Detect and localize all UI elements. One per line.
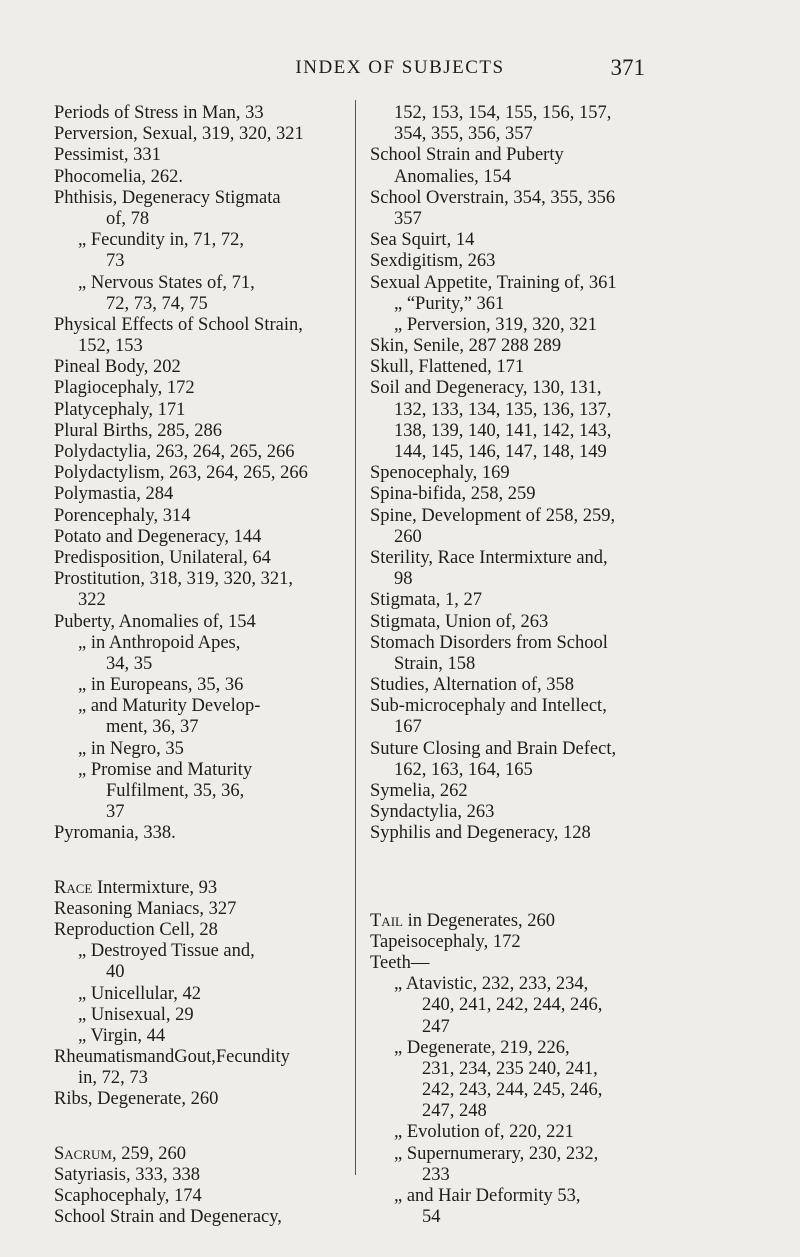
index-entry xyxy=(54,1005,354,1026)
section-lead-word: Race xyxy=(54,877,93,898)
index-entry-text: 167 xyxy=(394,717,422,738)
index-entry xyxy=(370,932,742,953)
index-entry xyxy=(370,378,742,399)
index-entry-text: 144, 145, 146, 147, 148, 149 xyxy=(394,442,607,462)
index-entry-text: „ in Negro, 35 xyxy=(78,738,184,759)
index-entry xyxy=(370,1207,742,1228)
index-entry-text: Scaphocephaly, 174 xyxy=(54,1186,202,1206)
index-entry-text: Polydactylia, 263, 264, 265, 266 xyxy=(54,442,295,462)
index-entry-text: Tapeisocephaly, 172 xyxy=(370,931,521,952)
page-number: 371 xyxy=(610,55,645,80)
index-entry-text: Spina-bifida, 258, 259 xyxy=(370,484,536,505)
index-entry xyxy=(54,463,354,484)
index-entry-text: 37 xyxy=(106,802,125,823)
index-entry-text: Polymastia, 284 xyxy=(54,484,174,505)
index-entry xyxy=(54,484,354,505)
index-entry xyxy=(54,1047,354,1068)
index-entry-text: „ Fecundity in, 71, 72, xyxy=(78,230,244,251)
index-entry-text: Teeth— xyxy=(370,952,430,973)
index-entry xyxy=(370,251,742,272)
index-entry-text: Stigmata, Union of, 263 xyxy=(370,611,549,632)
index-entry-text: , 259, 260 xyxy=(111,1143,186,1164)
index-entry xyxy=(370,612,742,633)
index-entry xyxy=(370,527,742,548)
index-entry xyxy=(54,527,354,548)
index-entry xyxy=(370,569,742,590)
index-entry-text: 54 xyxy=(422,1207,441,1228)
index-entry-text: 73 xyxy=(106,251,125,272)
index-entry xyxy=(54,1026,354,1047)
index-entry-text: Physical Effects of School Strain, xyxy=(54,314,303,335)
index-entry-text: in, 72, 73 xyxy=(78,1068,148,1089)
index-entry-text: Stomach Disorders from School xyxy=(370,632,608,653)
index-entry-text: Satyriasis, 333, 338 xyxy=(54,1164,200,1185)
index-entry xyxy=(370,974,742,995)
index-entry xyxy=(370,654,742,675)
index-entry-text: 247, 248 xyxy=(422,1101,487,1122)
index-entry xyxy=(54,1186,354,1207)
index-entry xyxy=(370,802,742,823)
index-entry xyxy=(54,760,354,781)
index-entry xyxy=(54,920,354,941)
index-entry xyxy=(370,1017,742,1038)
section-lead-word: Tail xyxy=(370,910,403,931)
running-title: INDEX OF SUBJECTS xyxy=(295,57,505,78)
index-entry xyxy=(370,1186,742,1207)
index-entry-text: „ and Maturity Develop- xyxy=(78,696,261,717)
index-entry xyxy=(370,1038,742,1059)
index-entry xyxy=(54,1068,354,1089)
index-entry-text: Sea Squirt, 14 xyxy=(370,230,475,251)
index-entry-text: „ Promise and Maturity xyxy=(78,759,253,780)
index-entry-text: 357 xyxy=(394,208,422,229)
index-entry-text: 240, 241, 242, 244, 246, xyxy=(422,995,603,1016)
index-entry xyxy=(370,953,742,974)
index-entry xyxy=(370,717,742,738)
index-entry-text: Anomalies, 154 xyxy=(394,166,512,187)
index-entry-text: Periods of Stress in Man, 33 xyxy=(54,103,264,123)
index-entry-text: 152, 153, 154, 155, 156, 157, xyxy=(394,103,612,123)
index-entry-text: „ Unicellular, 42 xyxy=(78,983,202,1004)
page-header xyxy=(0,55,800,87)
index-entry-text: 354, 355, 356, 357 xyxy=(394,124,533,145)
index-entry-text: ment, 36, 37 xyxy=(106,717,199,738)
index-entry xyxy=(54,569,354,590)
index-entry xyxy=(370,675,742,696)
index-entry xyxy=(370,463,742,484)
index-entry xyxy=(54,103,354,124)
section-gap xyxy=(370,878,742,911)
index-entry-text: 233 xyxy=(422,1164,450,1185)
index-entry-text: „ Degenerate, 219, 226, xyxy=(394,1037,570,1058)
index-entry-text: Prostitution, 318, 319, 320, 321, xyxy=(54,569,293,590)
index-entry-text: „ “Purity,” 361 xyxy=(394,293,505,314)
index-entry xyxy=(370,696,742,717)
index-entry-text: School Strain and Puberty xyxy=(370,145,564,166)
index-entry xyxy=(54,878,354,899)
index-entry-text: „ Unisexual, 29 xyxy=(78,1004,194,1025)
index-entry xyxy=(370,781,742,802)
index-entry-text: Pessimist, 331 xyxy=(54,145,161,166)
index-entry xyxy=(370,995,742,1016)
index-entry-text: Pineal Body, 202 xyxy=(54,357,181,378)
index-entry-text: „ in Europeans, 35, 36 xyxy=(78,675,244,696)
index-entry xyxy=(370,315,742,336)
index-entry xyxy=(54,1165,354,1186)
index-entry-text: 162, 163, 164, 165 xyxy=(394,759,533,780)
index-entry-text: Sexdigitism, 263 xyxy=(370,251,496,272)
index-entry xyxy=(370,739,742,760)
index-entry-text: 132, 133, 134, 135, 136, 137, xyxy=(394,399,612,420)
index-column-left xyxy=(54,103,354,1228)
index-entry xyxy=(370,590,742,611)
index-entry-text: 138, 139, 140, 141, 142, 143, xyxy=(394,420,612,441)
index-entry-text: 152, 153 xyxy=(78,336,143,357)
index-entry xyxy=(54,675,354,696)
index-entry xyxy=(54,357,354,378)
index-entry-text: „ Destroyed Tissue and, xyxy=(78,941,255,962)
index-entry-text: Platycephaly, 171 xyxy=(54,399,186,420)
index-entry xyxy=(54,400,354,421)
index-entry xyxy=(370,442,742,463)
index-entry xyxy=(370,1080,742,1101)
index-entry-text: Spine, Development of 258, 259, xyxy=(370,505,616,526)
index-entry-text: Reproduction Cell, 28 xyxy=(54,919,218,940)
index-entry xyxy=(370,421,742,442)
index-entry-text: Ribs, Degenerate, 260 xyxy=(54,1089,219,1110)
index-entry-text: „ Evolution of, 220, 221 xyxy=(394,1122,574,1143)
index-entry xyxy=(54,823,354,844)
index-entry xyxy=(54,802,354,823)
index-entry-text: Symelia, 262 xyxy=(370,781,468,801)
index-entry xyxy=(370,145,742,166)
index-entry-text: in Degenerates, 260 xyxy=(402,910,556,931)
section-gap xyxy=(54,1111,354,1144)
index-entry-text: 231, 234, 235 240, 241, xyxy=(422,1058,598,1079)
index-entry xyxy=(370,273,742,294)
index-entry xyxy=(54,781,354,802)
index-entry-text: Plural Births, 285, 286 xyxy=(54,420,223,441)
index-entry xyxy=(54,612,354,633)
index-entry xyxy=(54,336,354,357)
index-entry-text: Plagiocephaly, 172 xyxy=(54,378,195,399)
index-entry xyxy=(370,357,742,378)
index-entry xyxy=(54,378,354,399)
index-entry xyxy=(54,209,354,230)
index-entry xyxy=(54,962,354,983)
index-entry-text: Sterility, Race Intermixture and, xyxy=(370,547,608,568)
column-divider xyxy=(355,100,356,1175)
index-entry-text: Soil and Degeneracy, 130, 131, xyxy=(370,378,602,399)
index-entry-text: School Strain and Degeneracy, xyxy=(54,1207,282,1228)
index-entry xyxy=(54,739,354,760)
index-entry xyxy=(370,484,742,505)
index-entry-text: Syndactylia, 263 xyxy=(370,802,495,823)
index-entry xyxy=(54,294,354,315)
index-entry xyxy=(370,188,742,209)
index-entry xyxy=(370,548,742,569)
index-entry xyxy=(370,760,742,781)
index-entry-text: 72, 73, 74, 75 xyxy=(106,293,208,314)
index-entry xyxy=(54,1089,354,1110)
index-entry xyxy=(54,442,354,463)
index-entry xyxy=(54,188,354,209)
index-entry xyxy=(54,315,354,336)
index-entry-text: Syphilis and Degeneracy, 128 xyxy=(370,823,591,844)
index-entry-text: Strain, 158 xyxy=(394,653,476,674)
index-entry xyxy=(370,209,742,230)
index-entry xyxy=(54,251,354,272)
index-entry xyxy=(54,696,354,717)
index-entry xyxy=(54,124,354,145)
index-entry-text: 322 xyxy=(78,590,106,611)
index-entry-text: „ and Hair Deformity 53, xyxy=(394,1186,581,1206)
index-entry-text: „ Supernumerary, 230, 232, xyxy=(394,1143,599,1164)
index-entry-text: Suture Closing and Brain Defect, xyxy=(370,738,617,759)
index-entry-text: 34, 35 xyxy=(106,653,153,674)
index-entry xyxy=(54,230,354,251)
index-entry xyxy=(370,633,742,654)
index-entry-text: Polydactylism, 263, 264, 265, 266 xyxy=(54,463,308,484)
index-entry xyxy=(54,717,354,738)
index-entry xyxy=(54,941,354,962)
index-entry-text: Phocomelia, 262. xyxy=(54,166,183,187)
index-entry xyxy=(370,1165,742,1186)
index-entry xyxy=(54,506,354,527)
index-entry xyxy=(54,899,354,920)
index-entry-text: 242, 243, 244, 245, 246, xyxy=(422,1080,603,1101)
index-entry-text: Studies, Alternation of, 358 xyxy=(370,675,574,696)
index-entry-text: Porencephaly, 314 xyxy=(54,505,191,526)
index-entry xyxy=(54,145,354,166)
index-entry xyxy=(54,1144,354,1165)
index-entry-text: of, 78 xyxy=(106,208,150,229)
index-entry-text: „ in Anthropoid Apes, xyxy=(78,632,241,653)
index-entry-text: 247 xyxy=(422,1016,450,1037)
index-entry-text: Pyromania, 338. xyxy=(54,823,176,844)
index-entry-text: Fulfilment, 35, 36, xyxy=(106,781,245,801)
index-entry-text: 40 xyxy=(106,962,125,983)
index-entry-text: RheumatismandGout,Fecundity xyxy=(54,1047,290,1068)
index-entry xyxy=(370,124,742,145)
index-entry-text: „ Perversion, 319, 320, 321 xyxy=(394,314,597,335)
index-entry xyxy=(370,336,742,357)
index-entry xyxy=(370,230,742,251)
index-entry-text: „ Atavistic, 232, 233, 234, xyxy=(394,974,589,995)
index-entry xyxy=(370,506,742,527)
index-entry xyxy=(54,273,354,294)
index-entry xyxy=(370,167,742,188)
index-entry-text: Puberty, Anomalies of, 154 xyxy=(54,611,256,632)
index-entry-text: „ Nervous States of, 71, xyxy=(78,272,255,293)
index-entry xyxy=(54,590,354,611)
index-entry-text: Perversion, Sexual, 319, 320, 321 xyxy=(54,124,304,145)
index-entry xyxy=(54,984,354,1005)
index-entry-text: Sub-microcephaly and Intellect, xyxy=(370,696,607,717)
index-entry xyxy=(54,633,354,654)
index-entry-text: 260 xyxy=(394,526,422,547)
index-entry xyxy=(370,400,742,421)
section-gap xyxy=(54,845,354,878)
index-column-right xyxy=(370,103,742,1228)
index-entry xyxy=(54,167,354,188)
section-lead-word: Sacrum xyxy=(54,1143,112,1164)
index-entry-text: Intermixture, 93 xyxy=(92,877,218,898)
index-entry xyxy=(370,1144,742,1165)
index-entry xyxy=(54,1207,354,1228)
index-entry-text: Potato and Degeneracy, 144 xyxy=(54,526,262,547)
index-entry-text: „ Virgin, 44 xyxy=(78,1025,166,1046)
index-entry-text: Skin, Senile, 287 288 289 xyxy=(370,336,562,357)
index-entry-text: Stigmata, 1, 27 xyxy=(370,590,483,611)
index-entry xyxy=(370,911,742,932)
section-gap xyxy=(370,845,742,878)
index-entry xyxy=(370,294,742,315)
index-entry-text: Sexual Appetite, Training of, 361 xyxy=(370,272,617,293)
index-entry-text: School Overstrain, 354, 355, 356 xyxy=(370,187,616,208)
index-entry-text: Predisposition, Unilateral, 64 xyxy=(54,547,271,568)
index-entry xyxy=(370,823,742,844)
index-entry xyxy=(54,421,354,442)
index-entry-text: Phthisis, Degeneracy Stigmata xyxy=(54,187,281,208)
index-entry-text: Spenocephaly, 169 xyxy=(370,463,510,484)
index-entry xyxy=(54,654,354,675)
index-entry xyxy=(370,1122,742,1143)
index-entry-text: Skull, Flattened, 171 xyxy=(370,357,525,378)
index-entry xyxy=(370,103,742,124)
index-entry xyxy=(370,1059,742,1080)
index-entry xyxy=(370,1101,742,1122)
index-entry-text: Reasoning Maniacs, 327 xyxy=(54,898,237,919)
index-entry xyxy=(54,548,354,569)
index-entry-text: 98 xyxy=(394,569,413,590)
